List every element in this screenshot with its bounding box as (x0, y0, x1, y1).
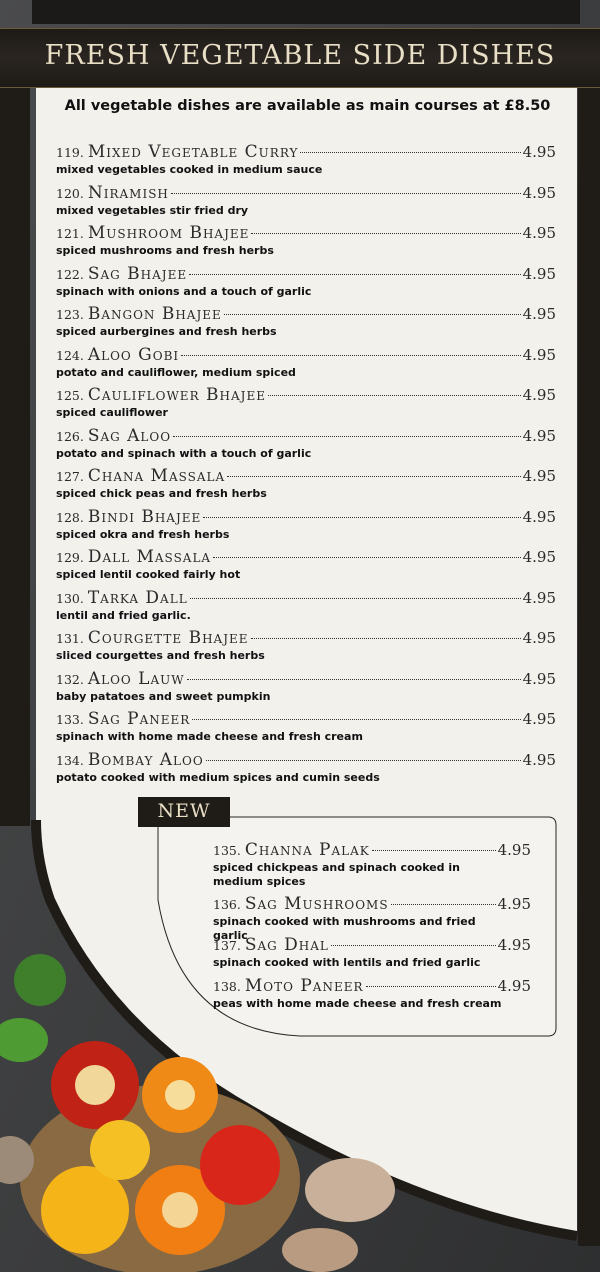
item-description: potato cooked with medium spices and cumin seeds (56, 770, 380, 784)
item-description: mixed vegetables cooked in medium sauce (56, 163, 323, 176)
menu-item (56, 709, 556, 743)
item-description: baby patatoes and sweet pumpkin (56, 689, 271, 703)
item-description: spiced cauliflower (56, 406, 168, 419)
right-border (578, 86, 600, 1246)
item-number: 125. (56, 388, 84, 403)
item-price: 4.95 (522, 548, 556, 566)
item-name: Aloo Gobi (87, 344, 180, 365)
menu-item (213, 976, 531, 1011)
dot-leader (227, 476, 520, 477)
item-name: Bangon Bhajee (87, 304, 222, 324)
dot-leader (192, 719, 520, 720)
menu-item-row (213, 976, 531, 996)
dot-leader (251, 233, 520, 234)
menu-item-row (56, 628, 556, 648)
item-number: 137. (213, 938, 241, 953)
dot-leader (391, 904, 496, 905)
item-price: 4.95 (522, 426, 556, 445)
item-description: spiced mushrooms and fresh herbs (56, 244, 274, 257)
menu-item-row (56, 750, 556, 770)
item-name: Mushroom Bhajee (87, 223, 250, 243)
item-price: 4.95 (522, 710, 556, 728)
item-description: potato and spinach with a touch of garlic (56, 446, 312, 460)
menu-item-row (56, 466, 556, 486)
item-name: Dall Massala (87, 547, 212, 567)
item-number: 129. (56, 550, 84, 565)
item-number: 132. (56, 671, 84, 687)
item-description: spinach with home made cheese and fresh cream (56, 730, 363, 743)
menu-item (56, 426, 556, 460)
item-number: 126. (56, 428, 84, 444)
dot-leader (213, 557, 521, 558)
item-number: 134. (56, 752, 84, 768)
item-price: 4.95 (522, 507, 556, 526)
item-name: Tarka Dall (87, 587, 188, 608)
item-price: 4.95 (522, 669, 556, 688)
menu-item (56, 385, 556, 419)
menu-item (56, 750, 556, 784)
menu-item-row (56, 264, 556, 284)
dot-leader (171, 193, 521, 194)
item-description: spinach cooked with mushrooms and fried garlic (213, 915, 476, 942)
item-name: Sag Dhal (244, 935, 329, 955)
item-number: 133. (56, 712, 84, 727)
item-number: 124. (56, 347, 84, 363)
item-name: Bombay Aloo (87, 749, 204, 770)
item-price: 4.95 (522, 305, 556, 323)
item-description: potato and cauliflower, medium spiced (56, 365, 296, 379)
item-number: 122. (56, 266, 84, 282)
menu-item-row (56, 304, 556, 324)
item-name: Niramish (87, 182, 169, 203)
menu-item-row (56, 385, 556, 405)
dot-leader (190, 598, 521, 599)
dot-leader (187, 679, 521, 680)
menu-item (56, 142, 556, 176)
item-price: 4.95 (522, 264, 556, 283)
item-number: 138. (213, 979, 241, 994)
item-description: spiced okra and fresh herbs (56, 527, 230, 541)
item-description: spiced lentil cooked fairly hot (56, 568, 241, 581)
dot-leader (173, 436, 521, 437)
item-price: 4.95 (522, 143, 556, 161)
item-number: 127. (56, 469, 84, 484)
main-course-note: All vegetable dishes are available as main courses at £8.50 (64, 98, 551, 114)
item-price: 4.95 (497, 895, 531, 913)
left-border (0, 86, 30, 826)
menu-item-row (56, 183, 556, 203)
dot-leader (189, 274, 520, 275)
item-name: Channa Palak (244, 840, 370, 860)
menu-item-row (213, 894, 531, 914)
menu-item-row (56, 507, 556, 527)
dot-leader (372, 850, 496, 851)
item-description: spinach cooked with lentils and fried garlic (213, 956, 481, 969)
item-number: 119. (56, 145, 84, 160)
item-name: Moto Paneer (244, 976, 364, 996)
item-number: 123. (56, 307, 84, 322)
item-number: 120. (56, 185, 84, 201)
menu-item (56, 588, 556, 622)
menu-item (56, 264, 556, 298)
item-name: Bindi Bhajee (87, 506, 202, 527)
menu-item-row (56, 547, 556, 567)
item-description: peas with home made cheese and fresh cream (213, 997, 502, 1010)
dot-leader (366, 986, 496, 987)
menu-item (56, 304, 556, 338)
item-name: Sag Bhajee (87, 263, 188, 284)
menu-item-row (56, 345, 556, 365)
item-price: 4.95 (522, 345, 556, 364)
menu-item (56, 345, 556, 379)
item-number: 135. (213, 843, 241, 858)
menu-item (56, 183, 556, 217)
item-name: Sag Paneer (87, 709, 191, 729)
item-price: 4.95 (497, 841, 531, 859)
item-price: 4.95 (522, 629, 556, 647)
item-name: Cauliflower Bhajee (87, 385, 266, 405)
menu-item-row (56, 223, 556, 243)
item-name: Courgette Bhajee (87, 628, 249, 648)
item-name: Chana Massala (87, 466, 226, 486)
item-description: lentil and fried garlic. (56, 608, 191, 622)
menu-item-row (56, 142, 556, 162)
top-bar (32, 0, 580, 24)
menu-item-row (56, 426, 556, 446)
dot-leader (224, 314, 521, 315)
item-description: sliced courgettes and fresh herbs (56, 649, 265, 662)
new-label: NEW (157, 800, 211, 822)
item-number: 136. (213, 897, 241, 912)
item-number: 128. (56, 509, 84, 525)
menu-item (56, 669, 556, 703)
menu-item-row (213, 935, 531, 955)
item-name: Sag Mushrooms (244, 894, 389, 914)
dot-leader (206, 760, 521, 761)
menu-item-row (56, 669, 556, 689)
item-price: 4.95 (497, 977, 531, 995)
item-price: 4.95 (522, 183, 556, 202)
menu-item (213, 840, 531, 889)
dot-leader (181, 355, 520, 356)
item-name: Aloo Lauw (87, 668, 185, 689)
item-description: spiced chickpeas and spinach cooked in medium spices (213, 861, 460, 888)
menu-item (56, 507, 556, 541)
menu-item (56, 466, 556, 500)
menu-item-row (56, 709, 556, 729)
dot-leader (251, 638, 521, 639)
item-price: 4.95 (522, 588, 556, 607)
dot-leader (268, 395, 521, 396)
dot-leader (331, 945, 496, 946)
item-price: 4.95 (522, 467, 556, 485)
item-price: 4.95 (522, 750, 556, 769)
dot-leader (300, 152, 520, 153)
item-number: 131. (56, 631, 84, 646)
item-description: spiced chick peas and fresh herbs (56, 487, 267, 500)
item-price: 4.95 (522, 386, 556, 404)
item-name: Sag Aloo (87, 425, 172, 446)
item-name: Mixed Vegetable Curry (87, 142, 299, 162)
item-description: spinach with onions and a touch of garlic (56, 284, 312, 298)
item-price: 4.95 (497, 936, 531, 954)
item-description: spiced aurbergines and fresh herbs (56, 325, 277, 338)
menu-item-row (213, 840, 531, 860)
menu-item-row (56, 588, 556, 608)
page-title: FRESH VEGETABLE SIDE DISHES (44, 40, 556, 71)
menu-item (213, 935, 531, 970)
item-price: 4.95 (522, 224, 556, 242)
item-description: mixed vegetables stir fried dry (56, 203, 249, 217)
menu-item (56, 628, 556, 662)
dot-leader (203, 517, 520, 518)
menu-item (56, 223, 556, 257)
item-number: 130. (56, 590, 84, 606)
item-number: 121. (56, 226, 84, 241)
menu-item (56, 547, 556, 581)
